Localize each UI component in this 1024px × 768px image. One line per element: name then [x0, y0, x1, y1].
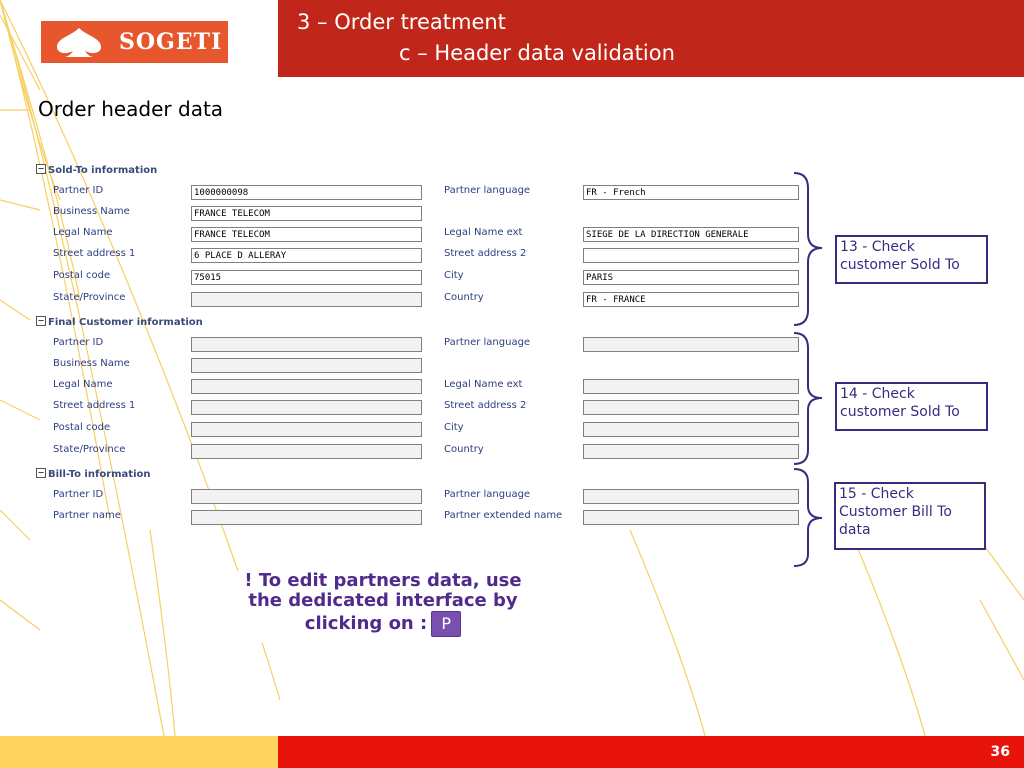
footer-right-band [278, 736, 1024, 768]
label-partner-id: Partner ID [53, 185, 104, 196]
label-partner-id: Partner ID [53, 337, 104, 348]
section-title: Sold-To information [48, 165, 158, 176]
label-partner-language: Partner language [444, 337, 531, 348]
sold-to-street1-field[interactable]: 6 PLACE D ALLERAY [191, 248, 422, 263]
section-sold-to[interactable] [36, 164, 157, 178]
note-14: 14 - Check customer Sold To [835, 382, 988, 431]
sold-to-city-field[interactable]: PARIS [583, 270, 799, 285]
label-partner-extended-name: Partner extended name [444, 510, 563, 521]
title-line-2: c – Header data validation [399, 41, 675, 65]
label-city: City [444, 270, 464, 281]
sold-to-legal-name-field[interactable]: FRANCE TELECOM [191, 227, 422, 242]
sogeti-logo [41, 21, 228, 63]
label-street-address-2: Street address 2 [444, 400, 527, 411]
sold-to-partner-id-field[interactable]: 1000000098 [191, 185, 422, 200]
label-legal-name: Legal Name [53, 379, 113, 390]
bill-to-partner-language-field[interactable] [583, 489, 799, 504]
section-bill-to[interactable] [36, 468, 151, 482]
label-partner-language: Partner language [444, 489, 531, 500]
label-street-address-1: Street address 1 [53, 400, 136, 411]
brace-final-customer [792, 330, 832, 470]
footer-left-band [0, 736, 278, 768]
sold-to-country-field[interactable]: FR - FRANCE [583, 292, 799, 307]
final-street1-field[interactable] [191, 400, 422, 415]
note-15: 15 - Check Customer Bill To data [834, 482, 986, 550]
final-legal-name-ext-field[interactable] [583, 379, 799, 394]
label-street-address-2: Street address 2 [444, 248, 527, 259]
page-number: 36 [990, 744, 1010, 760]
sold-to-business-name-field[interactable]: FRANCE TELECOM [191, 206, 422, 221]
final-city-field[interactable] [583, 422, 799, 437]
label-state-province: State/Province [53, 292, 126, 303]
label-country: Country [444, 444, 484, 455]
section-final-customer[interactable] [36, 316, 203, 330]
final-legal-name-field[interactable] [191, 379, 422, 394]
bill-to-partner-extended-name-field[interactable] [583, 510, 799, 525]
warning-line-1: ! To edit partners data, use [244, 570, 522, 591]
label-postal-code: Postal code [53, 422, 111, 433]
label-street-address-1: Street address 1 [53, 248, 136, 259]
bill-to-partner-name-field[interactable] [191, 510, 422, 525]
page-heading: Order header data [38, 97, 224, 121]
warning-line-3: clicking on : [304, 613, 428, 634]
title-bar [278, 0, 1024, 77]
sold-to-postal-code-field[interactable]: 75015 [191, 270, 422, 285]
sold-to-street2-field[interactable] [583, 248, 799, 263]
final-country-field[interactable] [583, 444, 799, 459]
warning-line-2: the dedicated interface by [248, 590, 518, 611]
final-state-field[interactable] [191, 444, 422, 459]
label-legal-name-ext: Legal Name ext [444, 227, 523, 238]
sold-to-partner-language-field[interactable]: FR - French [583, 185, 799, 200]
final-street2-field[interactable] [583, 400, 799, 415]
label-state-province: State/Province [53, 444, 126, 455]
label-postal-code: Postal code [53, 270, 111, 281]
note-13: 13 - Check customer Sold To [835, 235, 988, 284]
label-city: City [444, 422, 464, 433]
label-business-name: Business Name [53, 206, 130, 217]
label-partner-name: Partner name [53, 510, 121, 521]
label-partner-language: Partner language [444, 185, 531, 196]
collapse-icon[interactable]: − [37, 468, 45, 477]
label-legal-name: Legal Name [53, 227, 113, 238]
partners-interface-button[interactable]: P [431, 611, 461, 637]
collapse-icon[interactable]: − [37, 316, 45, 325]
brace-bill-to [792, 466, 832, 570]
sold-to-state-field[interactable] [191, 292, 422, 307]
edit-partners-warning [216, 571, 550, 643]
label-partner-id: Partner ID [53, 489, 104, 500]
collapse-icon[interactable]: − [37, 164, 45, 173]
brace-sold-to [792, 170, 832, 330]
section-title: Bill-To information [48, 469, 151, 480]
final-postal-code-field[interactable] [191, 422, 422, 437]
label-legal-name-ext: Legal Name ext [444, 379, 523, 390]
title-line-1: 3 – Order treatment [297, 10, 506, 34]
spade-icon [49, 26, 109, 58]
bill-to-partner-id-field[interactable] [191, 489, 422, 504]
label-country: Country [444, 292, 484, 303]
sold-to-legal-name-ext-field[interactable]: SIEGE DE LA DIRECTION GENERALE [583, 227, 799, 242]
logo-text: SOGETI [119, 29, 223, 55]
final-partner-language-field[interactable] [583, 337, 799, 352]
section-title: Final Customer information [48, 317, 203, 328]
label-business-name: Business Name [53, 358, 130, 369]
final-business-name-field[interactable] [191, 358, 422, 373]
final-partner-id-field[interactable] [191, 337, 422, 352]
